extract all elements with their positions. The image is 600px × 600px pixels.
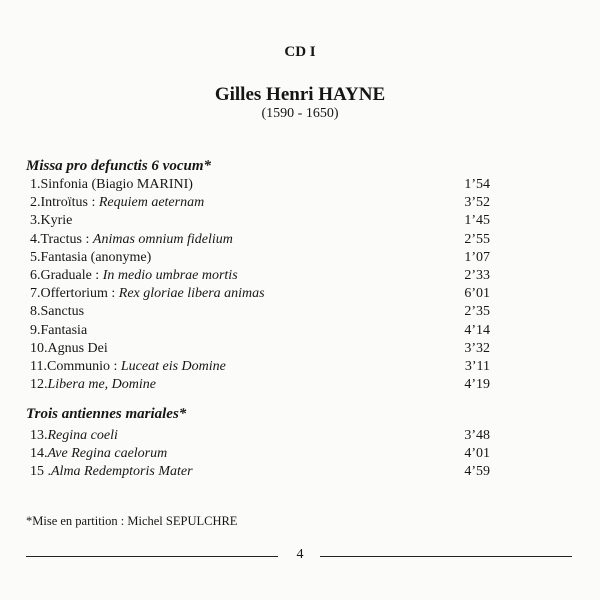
track-duration: 1’45: [464, 213, 490, 229]
footnote: *Mise en partition : Michel SEPULCHRE: [26, 514, 238, 528]
track-row: [30, 445, 490, 463]
track-duration: 1’07: [464, 249, 490, 265]
track-title-italic: Rex gloriae libera animas: [118, 286, 265, 302]
track-row: [30, 303, 490, 321]
track-number: 4.: [30, 231, 41, 247]
track-number: 6.: [30, 267, 41, 283]
track-number: 15 .: [30, 464, 51, 480]
track-title: Communio :: [46, 358, 121, 374]
track-row: [30, 231, 490, 249]
footer-rule-left: [26, 556, 278, 557]
track-title-italic: Libera me, Domine: [47, 377, 156, 393]
track-title: Fantasia: [40, 322, 88, 338]
track-duration: 2’35: [464, 304, 490, 320]
track-number: 10.: [30, 340, 48, 356]
track-duration: 3’32: [464, 340, 490, 356]
track-row: [30, 358, 490, 376]
track-number: 8.: [30, 304, 41, 320]
composer-name: Gilles Henri HAYNE: [214, 84, 386, 105]
track-row: [30, 285, 490, 303]
track-title: Fantasia (anonyme): [40, 249, 152, 265]
track-title: Introïtus :: [40, 195, 99, 211]
page-number: 4: [296, 547, 304, 562]
track-title: Kyrie: [40, 213, 73, 229]
track-duration: 4’14: [464, 322, 490, 338]
track-title-italic: In medio umbrae mortis: [102, 267, 238, 283]
track-list-antiennes: [30, 427, 490, 482]
track-number: 7.: [30, 286, 41, 302]
track-number: 5.: [30, 249, 41, 265]
footer-rule-right: [320, 556, 572, 557]
track-row: [30, 212, 490, 230]
track-row: [30, 194, 490, 212]
track-title-italic: Alma Redemptoris Mater: [51, 464, 193, 480]
track-title: Offertorium :: [40, 286, 119, 302]
track-title: Sanctus: [40, 304, 85, 320]
track-number: 13.: [30, 428, 48, 443]
track-duration: 6’01: [464, 286, 490, 302]
composer-dates: (1590 - 1650): [261, 106, 339, 121]
track-title: Graduale :: [40, 267, 103, 283]
track-number: 14.: [30, 446, 48, 462]
track-duration: 4’59: [464, 464, 490, 480]
track-number: 2.: [30, 195, 41, 211]
track-row: [30, 376, 490, 394]
section-heading-antiennes: Trois antiennes mariales*: [26, 406, 187, 422]
track-duration: 3’48: [464, 428, 490, 443]
track-title: Sinfonia (Biagio MARINI): [40, 177, 193, 192]
track-row: [30, 249, 490, 267]
track-title-italic: Requiem aeternam: [98, 195, 205, 211]
track-number: 3.: [30, 213, 41, 229]
cd-label: CD I: [284, 44, 316, 60]
track-title-italic: Regina coeli: [47, 428, 118, 443]
track-row: [30, 322, 490, 340]
track-duration: 3’11: [464, 358, 490, 374]
track-duration: 2’33: [464, 267, 490, 283]
track-title-italic: Ave Regina caelorum: [47, 446, 168, 462]
track-number: 12.: [30, 377, 48, 393]
track-duration: 1’54: [464, 177, 490, 192]
track-number: 1.: [30, 177, 41, 192]
section-heading-missa: Missa pro defunctis 6 vocum*: [26, 158, 212, 174]
track-duration: 4’01: [464, 446, 490, 462]
track-title-italic: Animas omnium fidelium: [92, 231, 233, 247]
track-row: [30, 427, 490, 445]
track-title: Tractus :: [40, 231, 93, 247]
track-title: Agnus Dei: [47, 340, 108, 356]
track-number: 9.: [30, 322, 41, 338]
track-row: [30, 463, 490, 481]
track-duration: 4’19: [464, 377, 490, 393]
track-title-italic: Luceat eis Domine: [120, 358, 226, 374]
track-row: [30, 176, 490, 194]
track-list-missa: [30, 176, 490, 394]
track-row: [30, 267, 490, 285]
track-duration: 2’55: [464, 231, 490, 247]
track-row: [30, 340, 490, 358]
track-duration: 3’52: [464, 195, 490, 211]
track-number: 11.: [30, 358, 47, 374]
